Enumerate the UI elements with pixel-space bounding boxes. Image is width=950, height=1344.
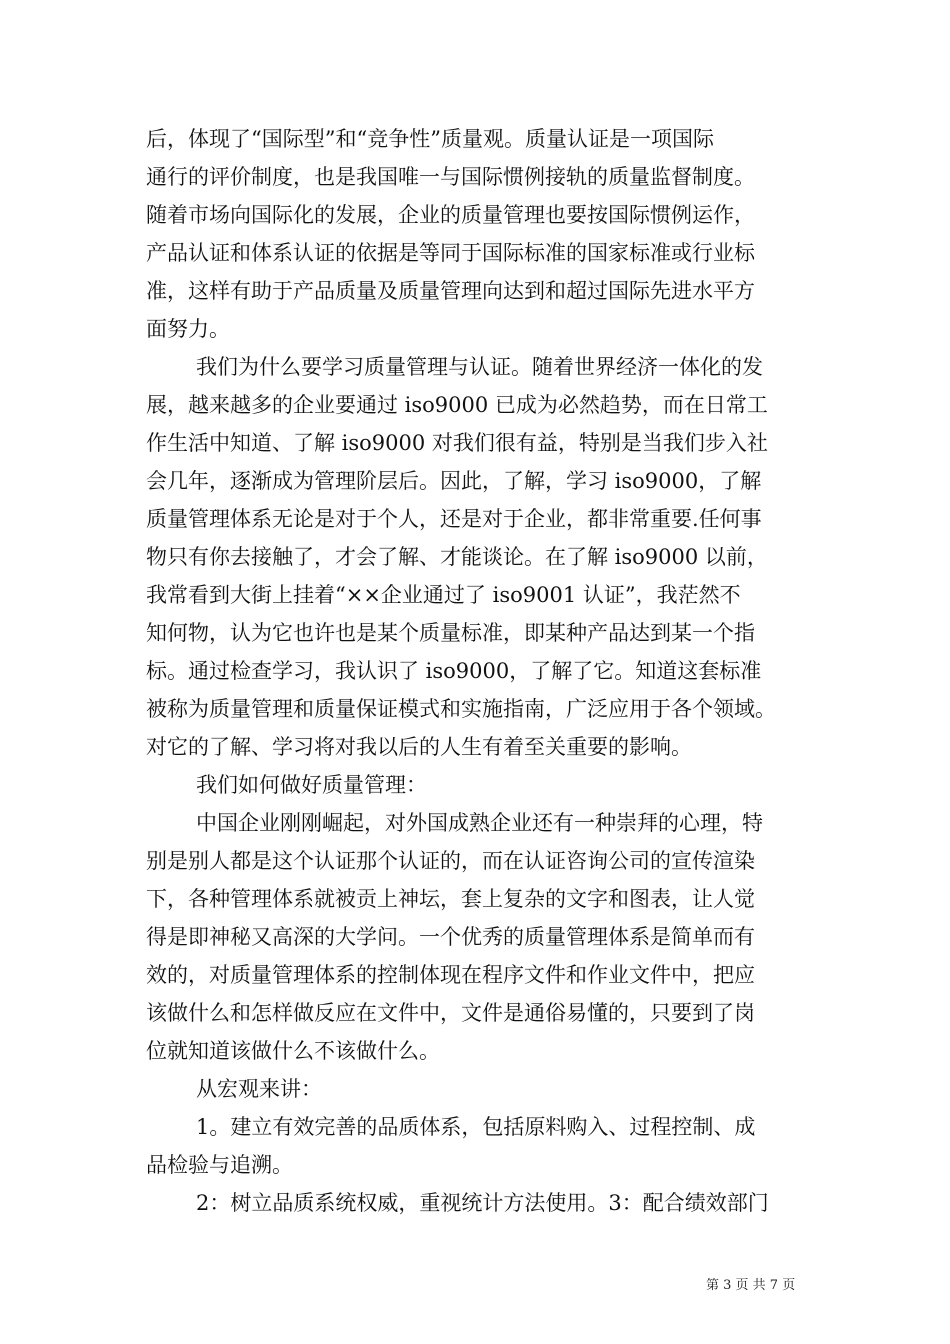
text-line: 我常看到大街上挂着“××企业通过了 iso9001 认证”，我茫然不 — [146, 583, 741, 607]
text-line: 该做什么和怎样做反应在文件中，文件是通俗易懂的，只要到了岗 — [146, 1001, 755, 1025]
text-line: 被称为质量管理和质量保证模式和实施指南，广泛应用于各个领域。 — [146, 697, 776, 721]
text-line: 中国企业刚刚崛起，对外国成熟企业还有一种崇拜的心理，特 — [196, 811, 763, 835]
text-line: 得是即神秘又高深的大学问。一个优秀的质量管理体系是简单而有 — [146, 925, 755, 949]
text-line: 知何物，认为它也许也是某个质量标准，即某种产品达到某一个指 — [146, 621, 755, 645]
text-line: 准，这样有助于产品质量及质量管理向达到和超过国际先进水平方 — [146, 279, 755, 303]
text-line: 会几年，逐渐成为管理阶层后。因此，了解，学习 iso9000，了解 — [146, 469, 762, 493]
text-line: 下，各种管理体系就被贡上神坛，套上复杂的文字和图表，让人觉 — [146, 887, 755, 911]
text-line: 展，越来越多的企业要通过 iso9000 已成为必然趋势，而在日常工 — [146, 393, 768, 417]
text-line: 随着市场向国际化的发展，企业的质量管理也要按国际惯例运作， — [146, 203, 755, 227]
text-line: 作生活中知道、了解 iso9000 对我们很有益，特别是当我们步入社 — [146, 431, 768, 455]
text-line: 我们如何做好质量管理： — [196, 773, 427, 797]
text-line: 质量管理体系无论是对于个人，还是对于企业，都非常重要.任何事 — [146, 507, 762, 531]
text-line: 后，体现了“国际型”和“竞争性”质量观。质量认证是一项国际 — [146, 127, 714, 151]
text-line: 物只有你去接触了，才会了解、才能谈论。在了解 iso9000 以前， — [146, 545, 768, 569]
text-line: 面努力。 — [146, 317, 230, 341]
text-line: 品检验与追溯。 — [146, 1153, 293, 1177]
body-text — [146, 120, 836, 1222]
text-line: 别是别人都是这个认证那个认证的，而在认证咨询公司的宣传渲染 — [146, 849, 755, 873]
text-line: 我们为什么要学习质量管理与认证。随着世界经济一体化的发 — [196, 355, 763, 379]
text-line: 位就知道该做什么不该做什么。 — [146, 1039, 440, 1063]
text-line: 通行的评价制度，也是我国唯一与国际惯例接轨的质量监督制度。 — [146, 165, 755, 189]
text-line: 标。通过检查学习，我认识了 iso9000，了解了它。知道这套标准 — [146, 659, 762, 683]
text-line: 2：树立品质系统权威，重视统计方法使用。3：配合绩效部门 — [196, 1191, 769, 1215]
text-line: 效的，对质量管理体系的控制体现在程序文件和作业文件中，把应 — [146, 963, 755, 987]
text-line: 产品认证和体系认证的依据是等同于国际标准的国家标准或行业标 — [146, 241, 755, 265]
text-line: 对它的了解、学习将对我以后的人生有着至关重要的影响。 — [146, 735, 692, 759]
text-line: 1。建立有效完善的品质体系，包括原料购入、过程控制、成 — [196, 1115, 756, 1139]
text-line: 从宏观来讲： — [196, 1077, 322, 1101]
page-footer: 第 3 页 共 7 页 — [706, 1278, 796, 1293]
